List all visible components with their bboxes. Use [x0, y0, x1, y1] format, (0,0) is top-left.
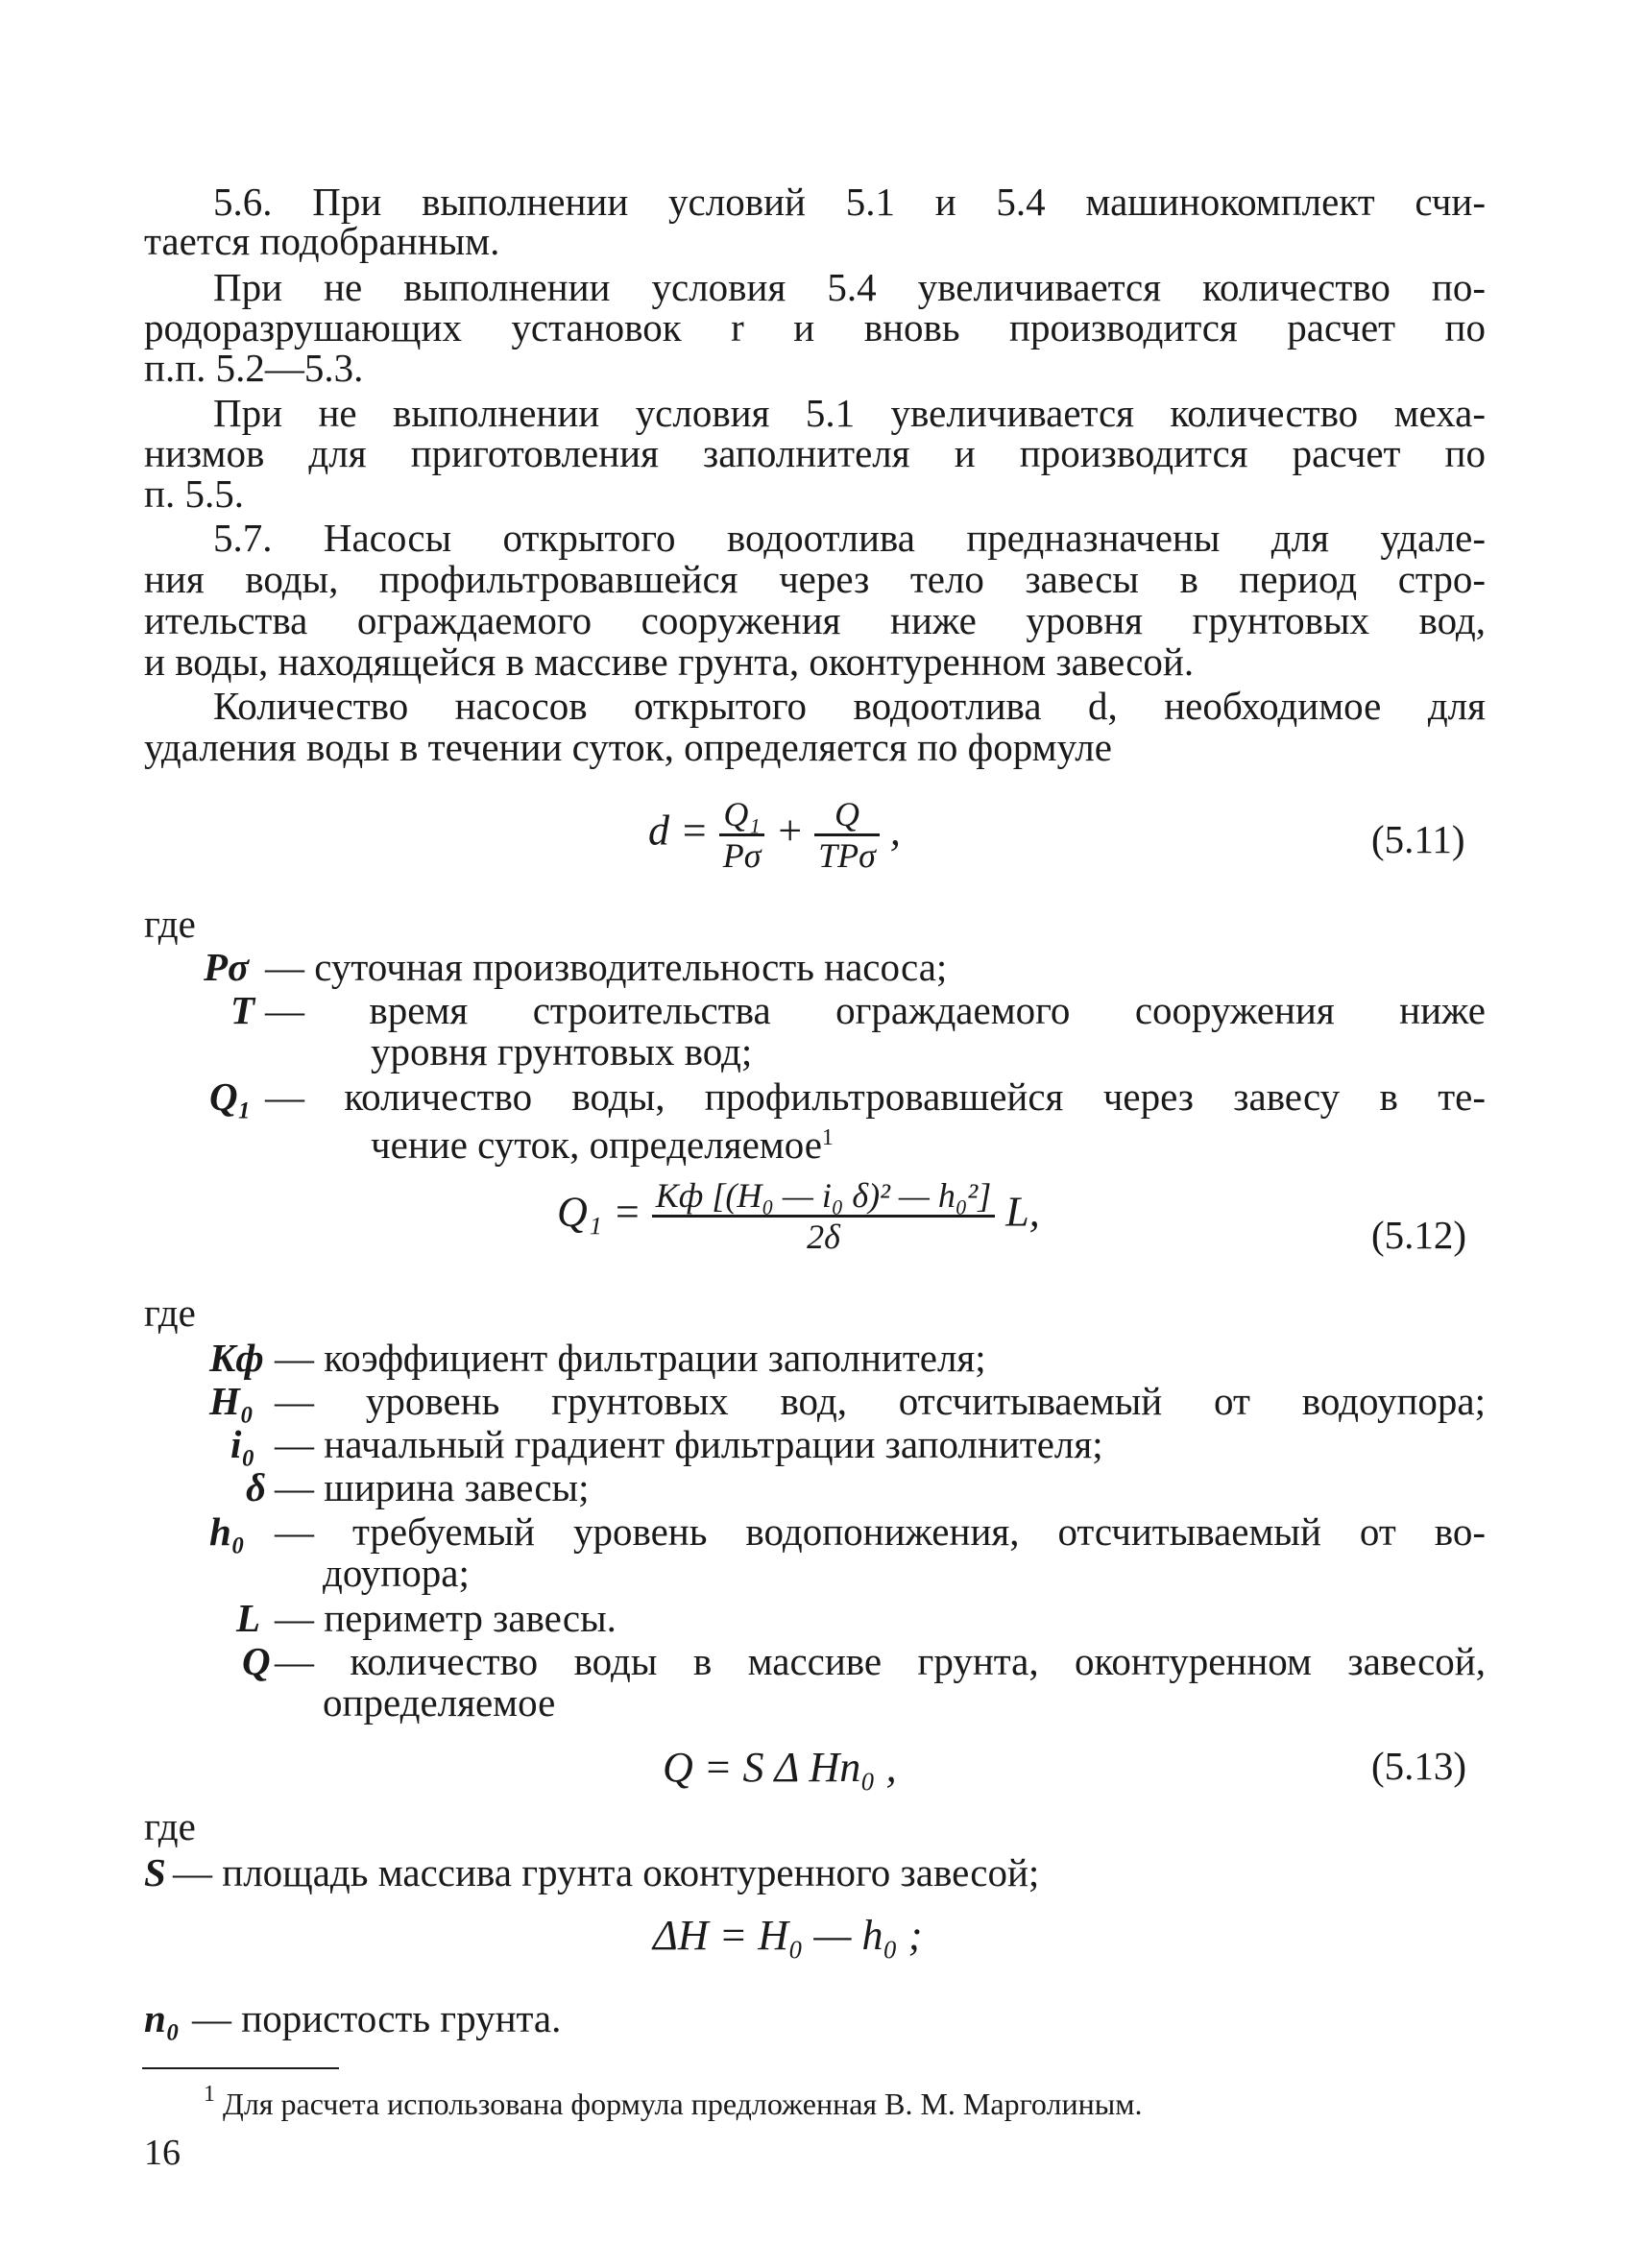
eq-5-11-frac1-num: Q₁ [719, 795, 765, 836]
para-5-7-line1: 5.7. Насосы открытого водоотлива предназначены для удале- [213, 516, 1486, 560]
def-h0-small-text2: доупора; [323, 1551, 470, 1595]
def-n0-text: — пористость грунта. [192, 1996, 562, 2040]
eq-5-12-number: (5.12) [1371, 1213, 1467, 1257]
def-q1-text2 [371, 1117, 834, 1166]
def-l-symbol: L [236, 1596, 261, 1640]
where-label-3: где [144, 1804, 196, 1848]
def-h0-text: — уровень грунтовых вод, отсчитываемый от водоупора; [275, 1379, 1486, 1423]
def-i0-symbol: i₀ [230, 1422, 255, 1466]
para-cond54-line3: п.п. 5.2—5.3. [144, 346, 364, 390]
footnote-ref: 1 [821, 1125, 834, 1150]
def-q1-text2-words: чение суток, определяемое [371, 1122, 822, 1167]
where-label-2: где [144, 1291, 196, 1335]
para-pumps-line1: Количество насосов открытого водоотлива d, необходимое для [213, 684, 1486, 728]
equation-5-11: d = $\frac{\text{Q₁}}{P\sigma}$ + $\frac{Q}{\text{TPσ}}$ , [648, 795, 901, 875]
para-cond51-line2: низмов для приготовления заполнителя и производится расчет по [144, 431, 1486, 475]
def-q-text2: определяемое [323, 1680, 556, 1725]
para-pumps-line2: удаления воды в течении суток, определяется по формуле [144, 725, 1112, 769]
eq-5-12-num: Kф [(H₀ — i₀ δ)² — h₀²] [652, 1176, 995, 1218]
eq-5-12-lhs: Q₁ [557, 1188, 603, 1236]
eq-5-11-frac2-num: Q [814, 795, 880, 836]
def-s-text: — площадь массива грунта оконтуренного завесой; [173, 1850, 1040, 1894]
def-t-symbol: T [230, 988, 255, 1032]
eq-5-13-number: (5.13) [1371, 1744, 1467, 1788]
equation-5-12: Q₁ = $\frac{\text{Kф [(H₀ — i₀ δ)² — h₀²]}}{2\delta}$ L, [557, 1176, 1040, 1256]
para-5-7-line3: ительства ограждаемого сооружения ниже уровня грунтовых вод, [144, 598, 1486, 642]
def-h0-symbol: H₀ [209, 1379, 254, 1423]
where-label-1: где [144, 902, 196, 946]
eq-5-12-tail: L, [1005, 1188, 1040, 1236]
def-h0-small-text1: — требуемый уровень водопонижения, отсчитываемый от во- [275, 1509, 1486, 1554]
def-t-text2: уровня грунтовых вод; [371, 1029, 753, 1074]
def-delta-symbol: δ [246, 1465, 267, 1509]
eq-5-11-frac2 [814, 795, 880, 875]
def-k-symbol: Kф [209, 1336, 264, 1380]
def-delta-text: — ширина завесы; [275, 1465, 590, 1509]
eq-5-12-frac [652, 1176, 995, 1256]
def-k-text: — коэффициент фильтрации заполнителя; [275, 1336, 986, 1380]
equation-5-13: Q = S Δ Hn₀ , [663, 1744, 897, 1791]
eq-5-12-den: 2δ [807, 1218, 840, 1256]
def-l-text: — периметр завесы. [275, 1596, 617, 1640]
para-5-7-line4: и воды, находящейся в массиве грунта, оконтуренном завесой. [144, 639, 1195, 684]
para-cond54-line2: родоразрушающих установок r и вновь производится расчет по [144, 305, 1486, 350]
def-n0-symbol: n₀ [144, 1996, 181, 2040]
equation-delta-h: ΔH = H₀ — h₀ ; [653, 1912, 923, 1959]
para-cond51-line3: п. 5.5. [144, 471, 244, 516]
footnote-text: Для расчета использована формула предложенная В. М. Марголиным. [223, 2087, 1143, 2121]
def-q-text1: — количество воды в массиве грунта, оконтуренном завесой, [275, 1639, 1486, 1683]
para-5-7-line2: ния воды, профильтровавшейся через тело завесы в период стро- [144, 557, 1486, 601]
eq-5-11-frac1-den: Pσ [722, 836, 762, 875]
def-p-text: — суточная производительность насоса; [265, 945, 948, 989]
para-cond54-line1: При не выполнении условия 5.4 увеличивается количество по- [213, 265, 1486, 309]
footnote-mark: 1 [204, 2082, 215, 2107]
page-number: 16 [144, 2133, 181, 2173]
eq-5-11-tail: , [889, 807, 901, 855]
def-p-symbol: Pσ [204, 945, 250, 989]
footnote [204, 2082, 1142, 2122]
def-q1-symbol: Q₁ [209, 1074, 252, 1119]
eq-5-11-lhs: d [648, 807, 669, 855]
def-q1-text1: — количество воды, профильтровавшейся через завесу в те- [265, 1074, 1486, 1119]
para-5-6-line2: тается подобранным. [144, 219, 500, 263]
def-t-text1: — время строительства ограждаемого сооружения ниже [265, 988, 1486, 1032]
para-cond51-line1: При не выполнении условия 5.1 увеличивается количество меха- [213, 391, 1486, 435]
def-q-symbol: Q [242, 1639, 271, 1683]
def-s-symbol: S [144, 1850, 166, 1894]
eq-5-11-frac2-den: TPσ [818, 836, 876, 875]
para-5-6-line1: 5.6. При выполнении условий 5.1 и 5.4 машинокомплект счи- [213, 180, 1486, 224]
eq-5-11-frac1 [719, 795, 765, 875]
eq-5-11-number: (5.11) [1371, 817, 1465, 861]
def-i0-text: — начальный градиент фильтрации заполнителя; [275, 1422, 1103, 1466]
footnote-divider [142, 2067, 339, 2069]
def-h0-small-symbol: h₀ [209, 1509, 246, 1554]
